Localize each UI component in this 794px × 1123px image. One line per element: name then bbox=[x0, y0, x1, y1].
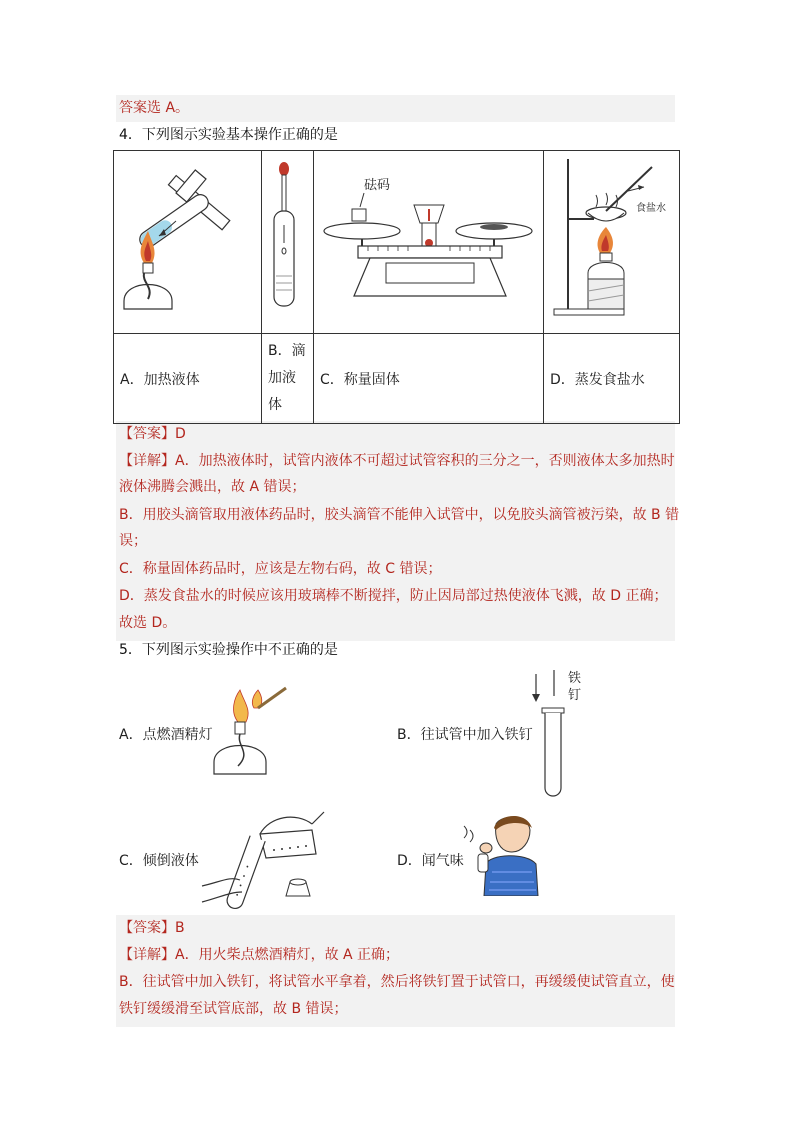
q4-option-b-line2: 加液 bbox=[268, 370, 296, 386]
iron-nail-label-1: 铁 bbox=[568, 671, 582, 686]
q4-option-c-label: C．称量固体 bbox=[320, 371, 400, 388]
iron-nail-label-2: 钉 bbox=[568, 688, 582, 703]
evaporation-figure bbox=[544, 151, 679, 329]
weight-label: 砝码 bbox=[364, 178, 391, 193]
q5-option-b: B．往试管中加入铁钉 bbox=[397, 727, 533, 743]
q4-option-b bbox=[262, 334, 314, 424]
q4-option-c bbox=[314, 334, 544, 424]
q4-question: 4．下列图示实验基本操作正确的是 bbox=[119, 127, 338, 143]
q4-detail-line-3: B．用胶头滴管取用液体药品时，胶头滴管不能伸入试管中，以免胶头滴管被污染，故 B 错 bbox=[119, 507, 680, 523]
q5-question: 5．下列图示实验操作中不正确的是 bbox=[119, 642, 338, 658]
q4-option-a-label: A．加热液体 bbox=[120, 371, 200, 388]
q4-detail-line-7: 故选 D。 bbox=[119, 615, 177, 631]
q4-detail-line-4: 误； bbox=[119, 533, 147, 549]
q4-answer: 【答案】D bbox=[119, 426, 186, 442]
q4-figure-b-cell bbox=[262, 151, 314, 334]
q4-option-a bbox=[114, 334, 262, 424]
salt-water-label: 食盐水 bbox=[636, 203, 666, 214]
q4-figure-c-cell bbox=[314, 151, 544, 334]
pouring-liquid-figure bbox=[200, 806, 326, 910]
smelling-figure bbox=[456, 812, 540, 896]
q4-figure-a-cell bbox=[114, 151, 262, 334]
q5-detail-line-2: B．往试管中加入铁钉，将试管水平拿着，然后将铁钉置于试管口，再缓缓使试管直立，使 bbox=[119, 974, 675, 990]
q4-detail-line-2: 液体沸腾会溅出，故 A 错误； bbox=[119, 479, 306, 495]
lighting-lamp-figure bbox=[208, 682, 294, 778]
heating-liquid-figure bbox=[114, 151, 261, 329]
q5-detail-line-3: 铁钉缓缓滑至试管底部，故 B 错误； bbox=[119, 1001, 348, 1017]
q5-option-c: C．倾倒液体 bbox=[119, 853, 199, 869]
q4-option-b-line1: B．滴 bbox=[268, 343, 306, 359]
q4-option-d bbox=[544, 334, 680, 424]
q5-answer: 【答案】B bbox=[119, 920, 185, 936]
q4-option-b-line3: 体 bbox=[268, 397, 282, 413]
iron-nail-figure bbox=[528, 668, 568, 800]
q5-detail-line-1: 【详解】A．用火柴点燃酒精灯，故 A 正确； bbox=[119, 947, 400, 963]
q5-option-a: A．点燃酒精灯 bbox=[119, 727, 213, 743]
dropper-figure bbox=[262, 151, 313, 329]
q4-detail-line-5: C．称量固体药品时，应该是左物右码，故 C 错误； bbox=[119, 561, 442, 577]
q4-detail-line-1: 【详解】A．加热液体时，试管内液体不可超过试管容积的三分之一，否则液体太多加热时 bbox=[119, 453, 675, 469]
q4-detail-line-6: D．蒸发食盐水的时候应该用玻璃棒不断搅拌，防止因局部过热使液体飞溅，故 D 正确； bbox=[119, 588, 668, 604]
prev-answer-shade bbox=[116, 95, 675, 122]
q4-option-d-label: D．蒸发食盐水 bbox=[550, 371, 645, 388]
balance-figure bbox=[314, 151, 543, 329]
q4-figure-d-cell bbox=[544, 151, 680, 334]
prev-answer: 答案选 A。 bbox=[119, 100, 190, 116]
q4-options-table bbox=[113, 150, 680, 424]
q5-option-d: D．闻气味 bbox=[397, 853, 464, 869]
